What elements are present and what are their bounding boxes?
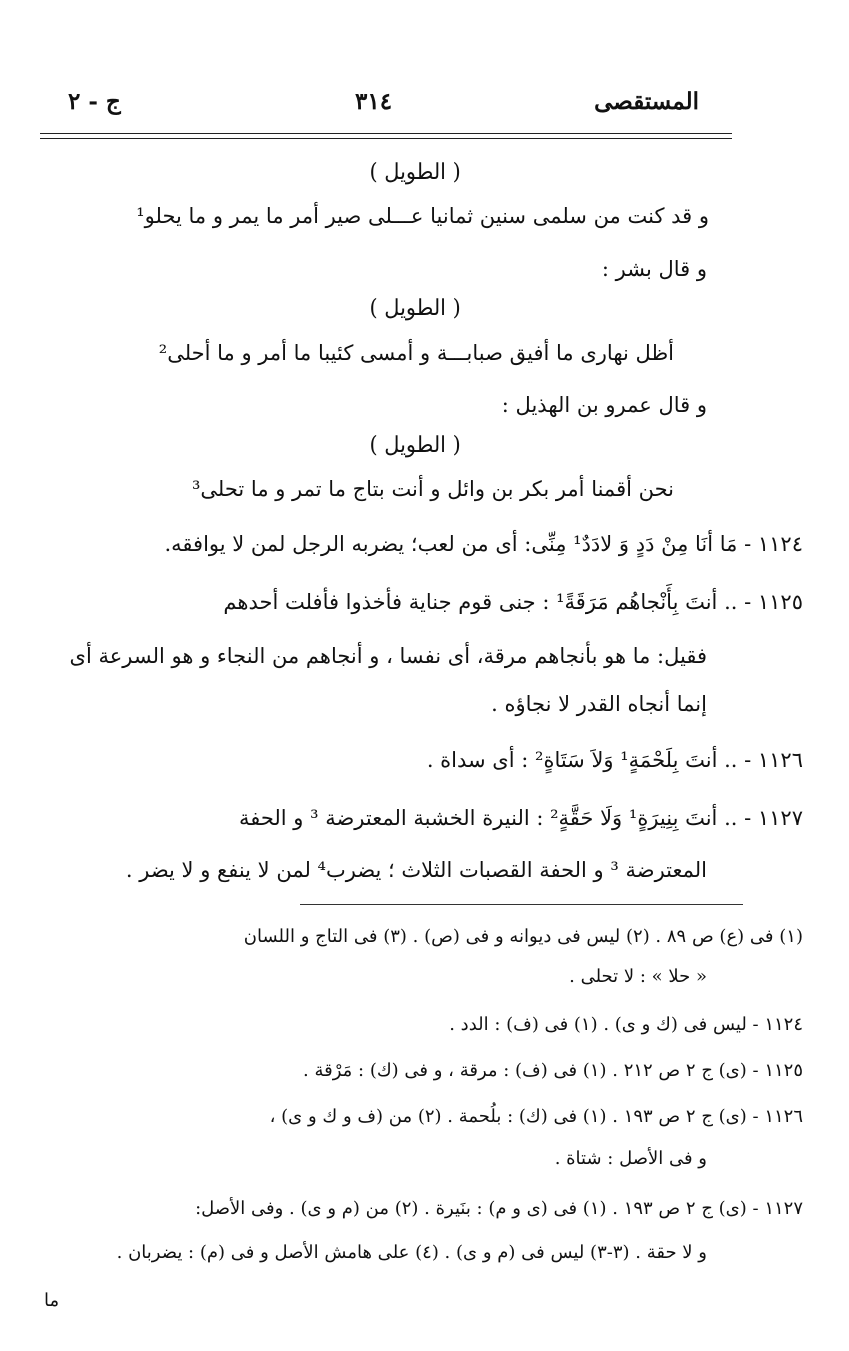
meter-label: ( الطويل ): [369, 296, 461, 321]
running-title: المستقصى: [594, 88, 699, 115]
verse-line: أظل نهارى ما أفيق صبابـــة و أمسى كئيبا ما أمر و ما أحلى²: [158, 341, 674, 365]
entry-1125: ١١٢٥ - .. أنتَ بِأَنْجاهُم مَرَقَةً¹ : جنى قوم جناية فأخذوا فأفلت أحدهم: [223, 590, 803, 614]
meter-label: ( الطويل ): [369, 433, 461, 458]
header-rule-top: [40, 133, 732, 134]
intro-line: و قال عمرو بن الهذيل :: [501, 393, 707, 417]
verse-line: و قد كنت من سلمى سنين ثمانيا عـــلى صير أمر ما يمر و ما يحلو¹: [136, 204, 709, 228]
entry-1127: ١١٢٧ - .. أنتَ بِنِيرَةٍ¹ وَلَا حَقَّةٍ² : النيرة الخشبة المعترضة ³ و الحفة: [238, 806, 803, 830]
entry-1127-cont: المعترضة ³ و الحفة القصبات الثلاث ؛ يضرب⁴ لمن لا ينفع و لا يضر .: [125, 858, 707, 882]
footnote-separator: [300, 904, 743, 905]
footnote-line: ١١٢٧ - (ى) ج ٢ ص ١٩٣ . (١) فى (ى و م) : بنَيرة . (٢) من (م و ى) . وفى الأصل:: [195, 1198, 803, 1219]
entry-1125-cont: فقيل: ما هو بأنجاهم مرقة، أى نفسا ، و أنجاهم من النجاء و هو السرعة أى: [69, 644, 707, 668]
intro-line: و قال بشر :: [601, 257, 707, 281]
footnote-line: و لا حقة . (٣-٣) ليس فى (م و ى) . (٤) على هامش الأصل و فى (م) : يضربان .: [116, 1242, 707, 1263]
meter-label: ( الطويل ): [369, 160, 461, 185]
page-number: ٣١٤: [355, 88, 393, 115]
volume-label: ج - ٢: [68, 88, 121, 115]
entry-1124: ١١٢٤ - مَا أنَا مِنْ دَدٍ وَ لادَدٌ¹ مِنِّى: أى من لعب؛ يضربه الرجل لمن لا يوافقه.: [164, 532, 803, 556]
header-rule-bottom: [40, 138, 732, 139]
verse-line: نحن أقمنا أمر بكر بن وائل و أنت بتاج ما تمر و ما تحلى³: [191, 477, 674, 501]
footnote-line: ١١٢٤ - ليس فى (ك و ى) . (١) فى (ف) : الدد .: [449, 1014, 803, 1035]
footnote-line: و فى الأصل : شتاة .: [554, 1148, 707, 1169]
footnote-line: ١١٢٦ - (ى) ج ٢ ص ١٩٣ . (١) فى (ك) : بلُحمة . (٢) من (ف و ك و ى) ،: [269, 1106, 803, 1127]
footnote-line: (١) فى (ع) ص ٨٩ . (٢) ليس فى ديوانه و فى (ص) . (٣) فى التاج و اللسان: [243, 926, 803, 947]
footnote-line: ١١٢٥ - (ى) ج ٢ ص ٢١٢ . (١) فى (ف) : مرقة ، و فى (ك) : مَرْقة .: [303, 1060, 803, 1081]
catchword: ما: [44, 1290, 60, 1311]
entry-1125-cont: إنما أنجاه القدر لا نجاؤه .: [491, 692, 707, 716]
footnote-line: « حلا » : لا تحلى .: [569, 966, 707, 987]
entry-1126: ١١٢٦ - .. أنتَ بِلَحْمَةٍ¹ وَلاَ سَتَاةٍ² : أى سداة .: [426, 748, 803, 772]
